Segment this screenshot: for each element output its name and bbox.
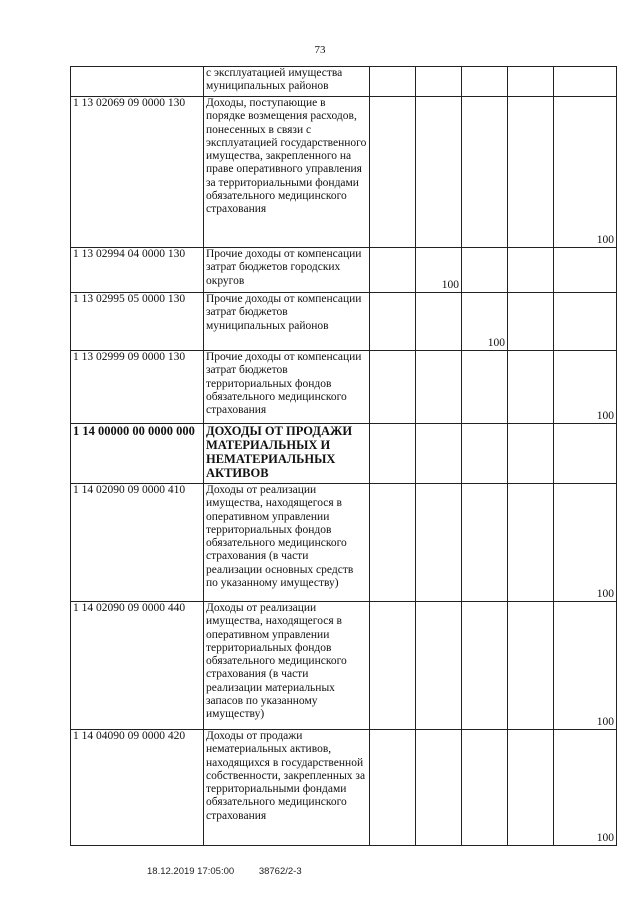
row-value [416, 484, 462, 602]
row-value [370, 484, 416, 602]
row-value [508, 602, 554, 730]
row-value: 100 [554, 730, 617, 846]
row-value [416, 602, 462, 730]
table-row [71, 97, 617, 248]
row-code [71, 67, 204, 97]
row-value [416, 293, 462, 351]
row-value [554, 248, 617, 293]
row-value [370, 97, 416, 248]
row-value [370, 248, 416, 293]
row-value [554, 293, 617, 351]
row-name: Прочие доходы от компенсации затрат бюджетов городских округов [204, 248, 370, 293]
row-name: ДОХОДЫ ОТ ПРОДАЖИ МАТЕРИАЛЬНЫХ И НЕМАТЕРИАЛЬНЫХ АКТИВОВ [204, 424, 370, 484]
row-code: 1 14 00000 00 0000 000 [71, 424, 204, 484]
row-value [416, 730, 462, 846]
row-code: 1 14 04090 09 0000 420 [71, 730, 204, 846]
row-value [462, 424, 508, 484]
table-row [71, 602, 617, 730]
row-value [508, 293, 554, 351]
row-value [370, 730, 416, 846]
row-value [508, 730, 554, 846]
revenue-table [70, 66, 617, 846]
row-value [508, 248, 554, 293]
row-value [508, 97, 554, 248]
row-value [462, 730, 508, 846]
row-name: Доходы от реализации имущества, находящегося в оперативном управлении территориальных фондов обязательного медицинского страхования (в части реализации основных средств по указанному имуществу) [204, 484, 370, 602]
row-value [370, 293, 416, 351]
row-value [462, 97, 508, 248]
row-value [508, 484, 554, 602]
row-name: Доходы от реализации имущества, находящегося в оперативном управлении территориальных фондов обязательного медицинского страхования (в части реализации материальных запасов по указанному имуществу) [204, 602, 370, 730]
row-name: Доходы от продажи нематериальных активов, находящихся в государственной собственности, закрепленных за территориальными фондами обязательного медицинского страхования [204, 730, 370, 846]
row-code: 1 14 02090 09 0000 440 [71, 602, 204, 730]
row-value [370, 67, 416, 97]
row-value [416, 424, 462, 484]
table-row [71, 248, 617, 293]
table-row [71, 484, 617, 602]
row-code: 1 13 02994 04 0000 130 [71, 248, 204, 293]
table-row [71, 67, 617, 97]
row-code: 1 13 02999 09 0000 130 [71, 351, 204, 424]
row-value: 100 [554, 97, 617, 248]
row-value: 100 [554, 484, 617, 602]
row-value [554, 424, 617, 484]
row-value [462, 351, 508, 424]
row-value [508, 424, 554, 484]
row-code: 1 13 02995 05 0000 130 [71, 293, 204, 351]
row-name: с эксплуатацией имущества муниципальных районов [204, 67, 370, 97]
row-value: 100 [554, 351, 617, 424]
footer [147, 866, 324, 877]
table-row [71, 293, 617, 351]
row-value [554, 67, 617, 97]
table-row [71, 424, 617, 484]
row-value [370, 602, 416, 730]
row-value [462, 248, 508, 293]
row-name: Прочие доходы от компенсации затрат бюджетов территориальных фондов обязательного медицинского страхования [204, 351, 370, 424]
row-value [416, 97, 462, 248]
row-code: 1 13 02069 09 0000 130 [71, 97, 204, 248]
table-row [71, 730, 617, 846]
row-value [462, 484, 508, 602]
row-code: 1 14 02090 09 0000 410 [71, 484, 204, 602]
table-row [71, 351, 617, 424]
row-value [508, 351, 554, 424]
row-value [462, 67, 508, 97]
row-value: 100 [416, 248, 462, 293]
row-value: 100 [462, 293, 508, 351]
row-value [416, 351, 462, 424]
row-value: 100 [554, 602, 617, 730]
row-value [416, 67, 462, 97]
row-value [370, 424, 416, 484]
row-value [370, 351, 416, 424]
row-value [462, 602, 508, 730]
page-number: 73 [314, 44, 326, 56]
footer-datetime: 18.12.2019 17:05:00 [147, 866, 235, 877]
footer-doc-id: 38762/2-3 [258, 866, 302, 877]
row-value [508, 67, 554, 97]
row-name: Доходы, поступающие в порядке возмещения расходов, понесенных в связи с эксплуатацией государственного имущества, закрепленного на праве оперативного управления за территориальными фондами обязательного медицинского страхования [204, 97, 370, 248]
row-name: Прочие доходы от компенсации затрат бюджетов муниципальных районов [204, 293, 370, 351]
